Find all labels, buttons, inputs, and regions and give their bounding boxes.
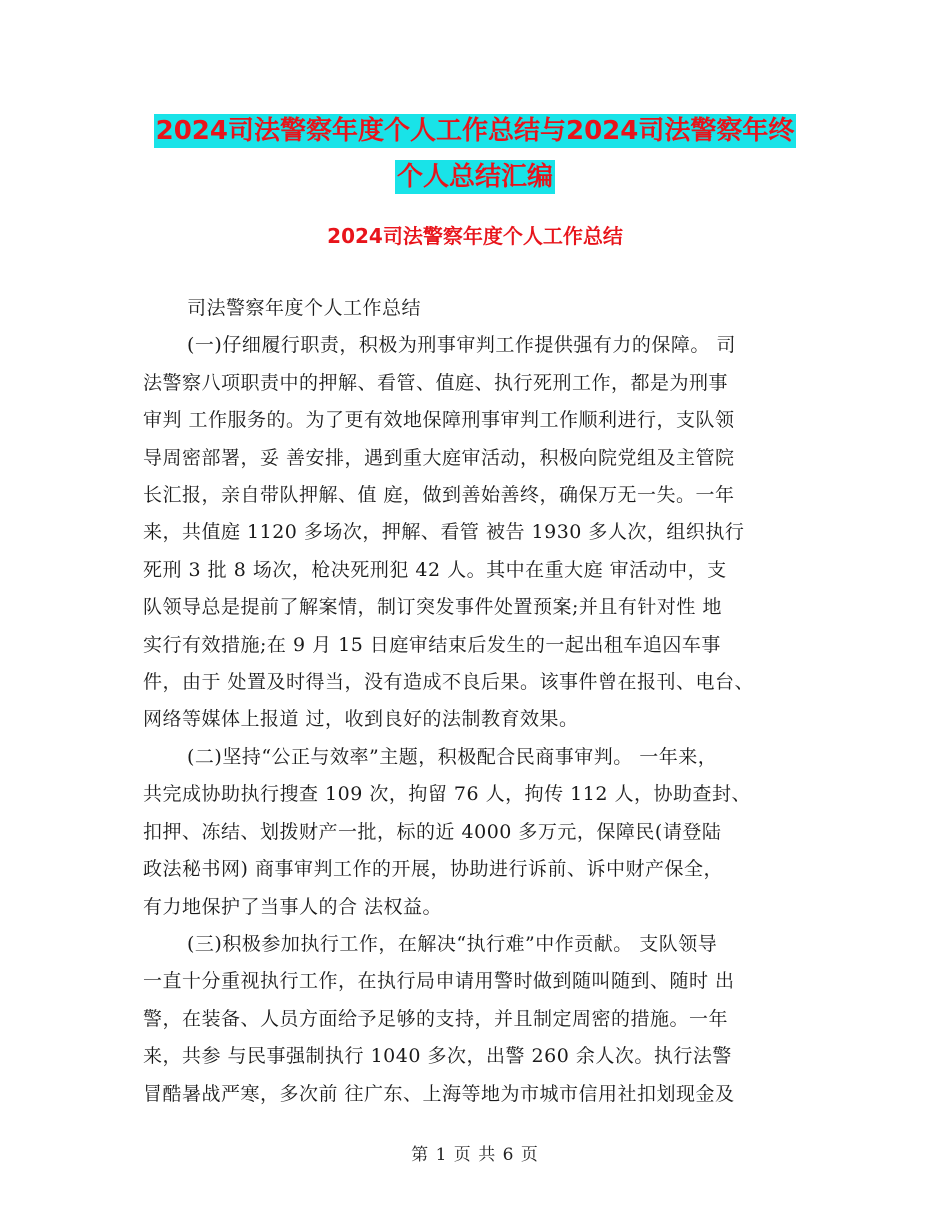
text-line: 实行有效措施;在 9 月 15 日庭审结束后发生的一起出租车追囚车事 bbox=[143, 633, 721, 656]
text-line: 队领导总是提前了解案情，制订突发事件处置预案;并且有针对性 地 bbox=[143, 596, 722, 619]
text-line: 一直十分重视执行工作，在执行局申请用警时做到随叫随到、随时 出 bbox=[143, 970, 735, 993]
section-heading: 2024司法警察年度个人工作总结 bbox=[327, 224, 623, 248]
text-line: 警，在装备、人员方面给予足够的支持，并且制定周密的措施。一年 bbox=[143, 1007, 729, 1030]
text-line: 扣押、冻结、划拨财产一批，标的近 4000 多万元，保障民(请登陆 bbox=[143, 820, 722, 843]
title-line-1: 2024司法警察年度个人工作总结与2024司法警察年终 bbox=[155, 116, 795, 146]
text-line: (二)坚持“公正与效率”主题，积极配合民商事审判。 一年来， bbox=[187, 745, 718, 768]
text-line: 来，共值庭 1120 多场次，押解、看管 被告 1930 多人次，组织执行 bbox=[143, 521, 745, 544]
text-line: 网络等媒体上报道 过，收到良好的法制教育效果。 bbox=[143, 708, 579, 731]
text-line: 有力地保护了当事人的合 法权益。 bbox=[143, 895, 443, 918]
text-line: 长汇报，亲自带队押解、值 庭，做到善始善终，确保万无一失。一年 bbox=[143, 484, 735, 507]
page-footer: 第 1 页 共 6 页 bbox=[411, 1145, 539, 1165]
text-line: 导周密部署，妥 善安排，遇到重大庭审活动，积极向院党组及主管院 bbox=[143, 446, 735, 469]
title-line-2: 个人总结汇编 bbox=[396, 162, 553, 192]
paragraph-1 bbox=[143, 327, 811, 738]
text-line: 司法警察年度个人工作总结 bbox=[187, 297, 422, 319]
paragraph-2 bbox=[143, 739, 811, 926]
text-line: 法警察八项职责中的押解、看管、值庭、执行死刑工作，都是为刑事 bbox=[143, 371, 729, 394]
text-line: 件，由于 处置及时得当，没有造成不良后果。该事件曾在报刊、电台、 bbox=[143, 671, 755, 694]
paragraph-heading bbox=[143, 290, 811, 327]
text-line: 死刑 3 批 8 场次，枪决死刑犯 42 人。其中在重大庭 审活动中，支 bbox=[143, 558, 727, 581]
text-line: 冒酷暑战严寒，多次前 往广东、上海等地为市城市信用社扣划现金及 bbox=[143, 1082, 735, 1105]
text-line: (一)仔细履行职责，积极为刑事审判工作提供强有力的保障。 司 bbox=[187, 334, 736, 357]
text-line: 来，共参 与民事强制执行 1040 多次，出警 260 余人次。执行法警 bbox=[143, 1045, 732, 1068]
text-line: 政法秘书网) 商事审判工作的开展，协助进行诉前、诉中财产保全， bbox=[143, 858, 723, 881]
text-line: 审判 工作服务的。为了更有效地保障刑事审判工作顺利进行，支队领 bbox=[143, 409, 735, 432]
document-title bbox=[0, 108, 950, 200]
body-text bbox=[143, 290, 811, 1113]
text-line: 共完成协助执行搜查 109 次，拘留 76 人，拘传 112 人，协助查封、 bbox=[143, 783, 751, 806]
text-line: (三)积极参加执行工作，在解决“执行难”中作贡献。 支队领导 bbox=[187, 932, 718, 955]
paragraph-3 bbox=[143, 926, 811, 1113]
